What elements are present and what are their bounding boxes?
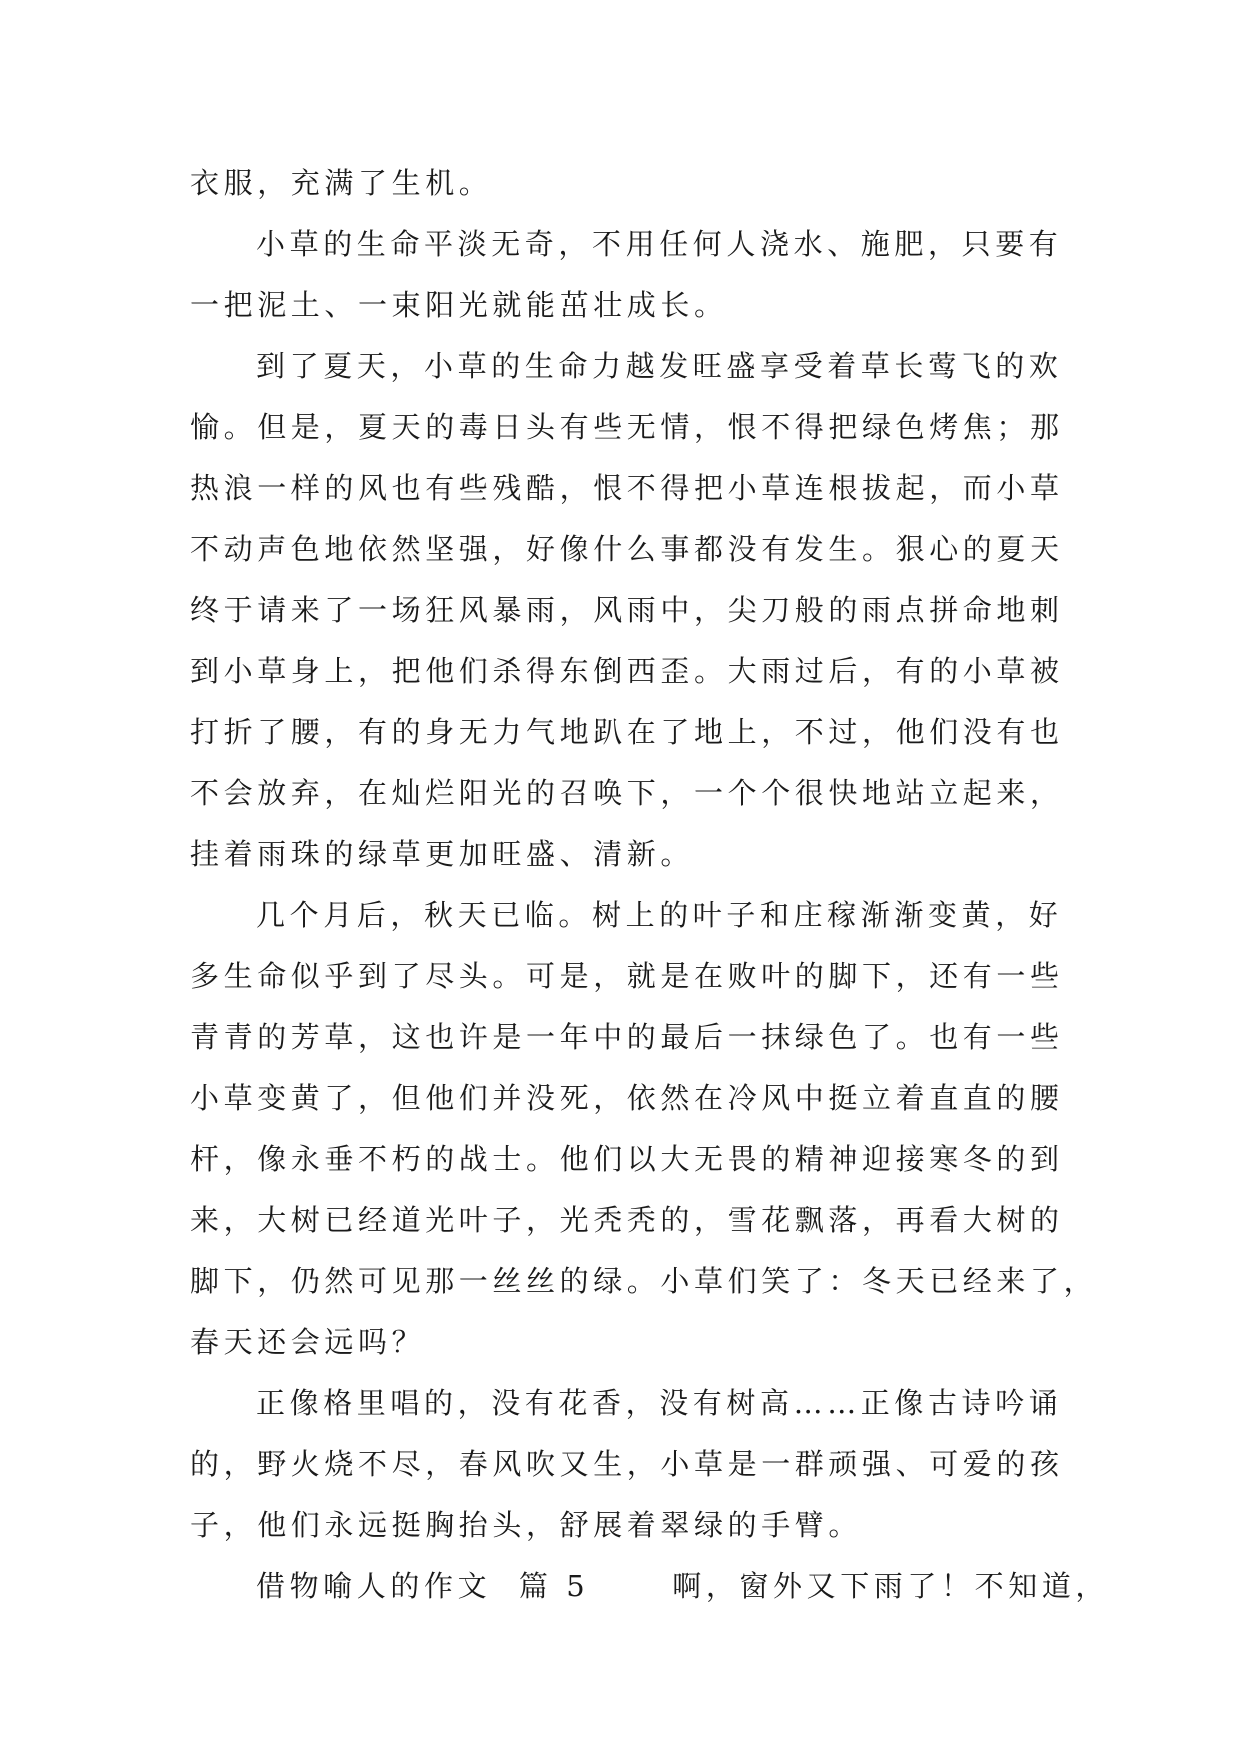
text-line: 正像格里唱的，没有花香，没有树高……正像古诗吟诵 xyxy=(256,1386,1063,1420)
text-line: 小草的生命平淡无奇，不用任何人浇水、施肥，只要有 xyxy=(256,227,1063,261)
text-line: 到小草身上，把他们杀得东倒西歪。大雨过后，有的小草被 xyxy=(190,654,1064,688)
text-line: 脚下，仍然可见那一丝丝的绿。小草们笑了：冬天已经来了， xyxy=(190,1264,1098,1298)
text-line: 挂着雨珠的绿草更加旺盛、清新。 xyxy=(190,837,695,871)
text-line: 终于请来了一场狂风暴雨，风雨中，尖刀般的雨点拼命地刺 xyxy=(190,593,1064,627)
text-line: 到了夏天，小草的生命力越发旺盛享受着草长莺飞的欢 xyxy=(256,349,1063,383)
text-line: 青青的芳草，这也许是一年中的最后一抹绿色了。也有一些 xyxy=(190,1020,1064,1054)
text-line: 春天还会远吗？ xyxy=(190,1325,426,1359)
text-line: 杆，像永垂不朽的战士。他们以大无畏的精神迎接寒冬的到 xyxy=(190,1142,1064,1176)
text-line: 不动声色地依然坚强，好像什么事都没有发生。狠心的夏天 xyxy=(190,532,1064,566)
text-line: 打折了腰，有的身无力气地趴在了地上，不过，他们没有也 xyxy=(190,715,1064,749)
text-line: 几个月后，秋天已临。树上的叶子和庄稼渐渐变黄，好 xyxy=(256,898,1063,932)
text-line: 一把泥土、一束阳光就能茁壮成长。 xyxy=(190,288,728,322)
text-line: 子，他们永远挺胸抬头，舒展着翠绿的手臂。 xyxy=(190,1508,863,1542)
text-line: 愉。但是，夏天的毒日头有些无情，恨不得把绿色烤焦；那 xyxy=(190,410,1064,444)
text-line: 小草变黄了，但他们并没死，依然在冷风中挺立着直直的腰 xyxy=(190,1081,1064,1115)
text-line: 热浪一样的风也有些残酷，恨不得把小草连根拔起，而小草 xyxy=(190,471,1064,505)
text-line: 不会放弃，在灿烂阳光的召唤下，一个个很快地站立起来， xyxy=(190,776,1064,810)
document-body xyxy=(190,153,1110,1617)
text-line: 借物喻人的作文 篇 5 啊，窗外又下雨了！不知道， xyxy=(256,1569,1110,1603)
text-line: 衣服，充满了生机。 xyxy=(190,166,493,200)
text-line: 多生命似乎到了尽头。可是，就是在败叶的脚下，还有一些 xyxy=(190,959,1064,993)
text-line: 来，大树已经道光叶子，光秃秃的，雪花飘落，再看大树的 xyxy=(190,1203,1064,1237)
text-line: 的，野火烧不尽，春风吹又生，小草是一群顽强、可爱的孩 xyxy=(190,1447,1064,1481)
